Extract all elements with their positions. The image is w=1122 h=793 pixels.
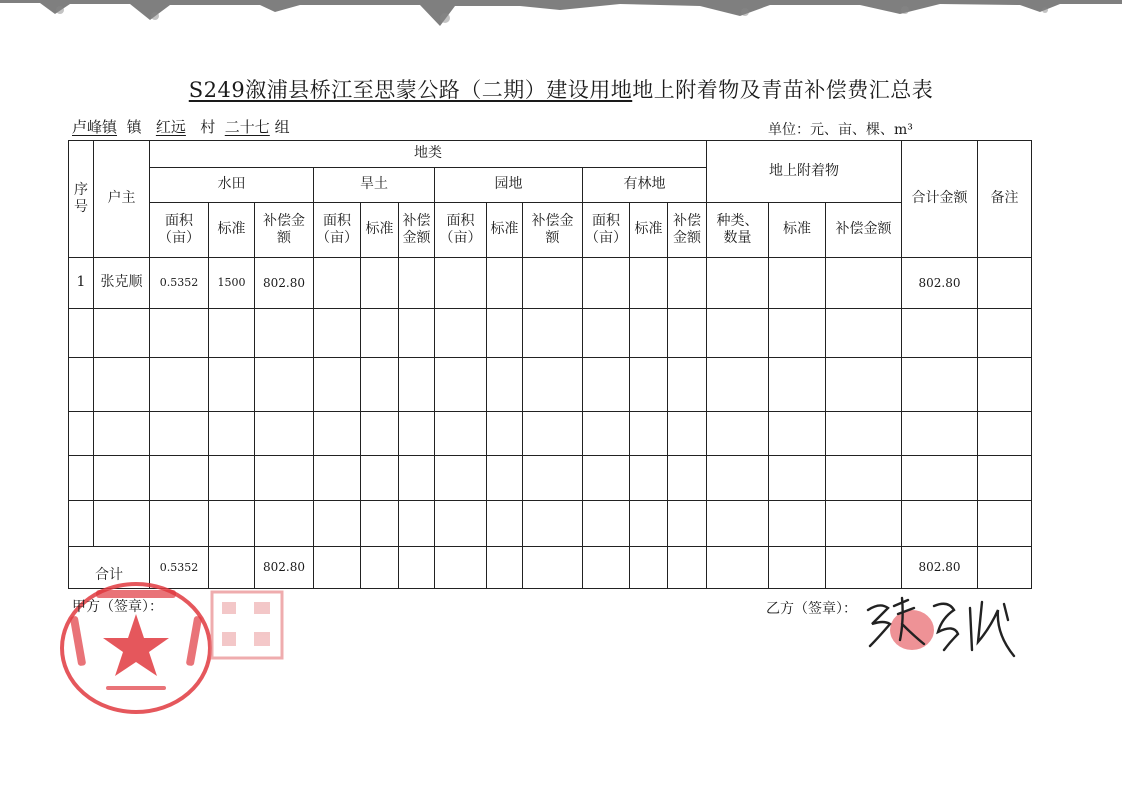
- header-dryland: 旱土: [314, 168, 435, 203]
- township-value: 卢峰镇: [72, 118, 118, 136]
- header-dryland-area: 面积（亩）: [314, 203, 361, 258]
- header-total: 合计金额: [902, 141, 978, 258]
- row-paddy-compensation: 802.80: [255, 258, 314, 309]
- header-attachment-standard: 标准: [769, 203, 826, 258]
- table-row: [69, 258, 1032, 309]
- group-label: 组: [274, 118, 290, 136]
- row-total: 802.80: [902, 258, 978, 309]
- header-land-type: 地类: [150, 141, 707, 168]
- row-owner: 张克顺: [94, 258, 150, 309]
- empty-row: [69, 412, 1032, 456]
- header-owner: 户主: [94, 141, 150, 258]
- compensation-table: [68, 140, 1032, 589]
- title-underlined-part: S249溆浦县桥江至思蒙公路（二期）建设用地: [188, 78, 633, 102]
- header-garden: 园地: [435, 168, 583, 203]
- location-line: [72, 116, 290, 137]
- header-forest: 有林地: [583, 168, 707, 203]
- document-title: [0, 74, 1122, 104]
- header-garden-standard: 标准: [487, 203, 523, 258]
- header-attachment-compensation: 补偿金额: [826, 203, 902, 258]
- secondary-stamp: [208, 588, 286, 662]
- header-kind-quantity: 种类、数量: [707, 203, 769, 258]
- row-paddy-area: 0.5352: [150, 258, 209, 309]
- header-dryland-standard: 标准: [361, 203, 399, 258]
- header-dryland-compensation: 补偿金额: [399, 203, 435, 258]
- header-paddy-standard: 标准: [209, 203, 255, 258]
- village-label: 村: [200, 118, 216, 136]
- empty-row: [69, 501, 1032, 547]
- header-garden-area: 面积（亩）: [435, 203, 487, 258]
- header-forest-compensation: 补偿金额: [668, 203, 707, 258]
- header-paddy-area: 面积（亩）: [150, 203, 209, 258]
- totals-paddy-area: 0.5352: [150, 547, 209, 589]
- totals-label: 合计: [69, 547, 150, 589]
- township-label: 镇: [126, 118, 142, 136]
- header-garden-compensation: 补偿金额: [523, 203, 583, 258]
- totals-paddy-compensation: 802.80: [255, 547, 314, 589]
- header-paddy: 水田: [150, 168, 314, 203]
- header-forest-area: 面积（亩）: [583, 203, 630, 258]
- header-remarks: 备注: [978, 141, 1032, 258]
- totals-total: 802.80: [902, 547, 978, 589]
- handwritten-signature: [858, 580, 1028, 666]
- header-attachments: 地上附着物: [707, 141, 902, 203]
- header-forest-standard: 标准: [630, 203, 668, 258]
- header-paddy-compensation: 补偿金额: [255, 203, 314, 258]
- row-seq: 1: [69, 258, 94, 309]
- title-rest: 地上附着物及青苗补偿费汇总表: [632, 78, 934, 102]
- empty-row: [69, 309, 1032, 358]
- village-value: 红远: [155, 118, 186, 136]
- unit-label: 单位：元、亩、棵、m³: [768, 122, 913, 138]
- scan-edge-artifact: [0, 0, 1122, 34]
- party-b-signature-label: 乙方（签章）：: [766, 601, 857, 617]
- empty-row: [69, 456, 1032, 501]
- group-value: 二十七: [224, 118, 270, 136]
- row-paddy-standard: 1500: [209, 258, 255, 309]
- party-a-signature-label: 甲方（签章）：: [72, 599, 163, 615]
- empty-row: [69, 358, 1032, 412]
- header-seq: 序号: [69, 141, 94, 258]
